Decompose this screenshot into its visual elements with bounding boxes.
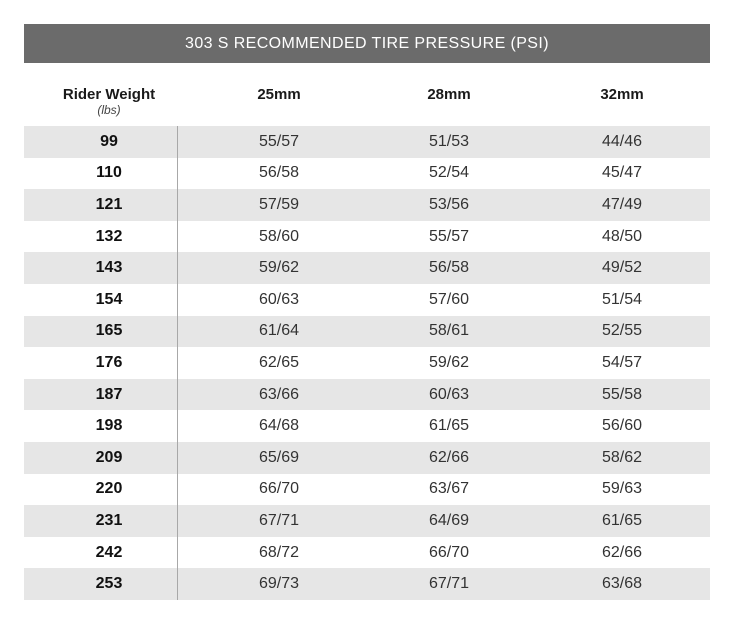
table-row <box>24 316 710 348</box>
cell-28mm: 53/56 <box>428 195 470 213</box>
cell-rider-weight: 99 <box>100 132 118 150</box>
cell-25mm: 60/63 <box>258 290 300 308</box>
cell-25mm: 62/65 <box>258 353 300 371</box>
cell-32mm: 47/49 <box>601 195 643 213</box>
header-weight-unit: (lbs) <box>97 103 121 117</box>
cell-rider-weight: 187 <box>95 385 123 403</box>
cell-25mm: 61/64 <box>258 322 300 340</box>
cell-32mm: 48/50 <box>601 227 643 245</box>
cell-28mm: 63/67 <box>428 480 470 498</box>
cell-rider-weight: 176 <box>95 353 123 371</box>
cell-rider-weight: 154 <box>95 290 123 308</box>
cell-28mm: 66/70 <box>428 543 470 561</box>
cell-rider-weight: 198 <box>95 417 123 435</box>
header-28mm: 28mm <box>427 86 471 103</box>
cell-32mm: 55/58 <box>601 385 643 403</box>
table-row <box>24 284 710 316</box>
cell-25mm: 67/71 <box>258 511 300 529</box>
cell-28mm: 57/60 <box>428 290 470 308</box>
header-rider-weight <box>24 86 194 116</box>
table-row <box>24 442 710 474</box>
cell-rider-weight: 209 <box>95 448 123 466</box>
cell-28mm: 64/69 <box>428 511 470 529</box>
table-row <box>24 221 710 253</box>
table-row <box>24 505 710 537</box>
table-row <box>24 410 710 442</box>
cell-rider-weight: 121 <box>95 195 123 213</box>
table-row <box>24 252 710 284</box>
cell-32mm: 58/62 <box>601 448 643 466</box>
cell-rider-weight: 132 <box>95 227 123 245</box>
cell-32mm: 63/68 <box>601 575 643 593</box>
cell-32mm: 49/52 <box>601 259 643 277</box>
cell-25mm: 56/58 <box>258 164 300 182</box>
table-row <box>24 379 710 411</box>
cell-28mm: 56/58 <box>428 259 470 277</box>
table-header <box>24 86 710 126</box>
cell-rider-weight: 220 <box>95 480 123 498</box>
cell-rider-weight: 143 <box>95 259 123 277</box>
cell-28mm: 60/63 <box>428 385 470 403</box>
cell-32mm: 52/55 <box>601 322 643 340</box>
header-32mm: 32mm <box>600 86 644 103</box>
table-row <box>24 474 710 506</box>
cell-28mm: 58/61 <box>428 322 470 340</box>
cell-32mm: 54/57 <box>601 353 643 371</box>
header-rider-weight-label: Rider Weight <box>62 86 156 103</box>
table-row <box>24 537 710 569</box>
cell-rider-weight: 253 <box>95 575 123 593</box>
cell-25mm: 65/69 <box>258 448 300 466</box>
cell-32mm: 45/47 <box>601 164 643 182</box>
cell-rider-weight: 165 <box>95 322 123 340</box>
cell-28mm: 59/62 <box>428 353 470 371</box>
cell-25mm: 59/62 <box>258 259 300 277</box>
table-row <box>24 158 710 190</box>
cell-32mm: 56/60 <box>601 417 643 435</box>
cell-25mm: 64/68 <box>258 417 300 435</box>
cell-28mm: 67/71 <box>428 575 470 593</box>
cell-32mm: 61/65 <box>601 511 643 529</box>
header-25mm: 25mm <box>257 86 301 103</box>
cell-32mm: 44/46 <box>601 132 643 150</box>
cell-28mm: 52/54 <box>428 164 470 182</box>
pressure-table-body <box>24 126 710 600</box>
cell-25mm: 63/66 <box>258 385 300 403</box>
cell-25mm: 57/59 <box>258 195 300 213</box>
cell-25mm: 55/57 <box>258 132 300 150</box>
table-row <box>24 189 710 221</box>
cell-rider-weight: 242 <box>95 543 123 561</box>
table-row <box>24 347 710 379</box>
cell-28mm: 55/57 <box>428 227 470 245</box>
cell-25mm: 66/70 <box>258 480 300 498</box>
cell-32mm: 51/54 <box>601 290 643 308</box>
cell-rider-weight: 231 <box>95 511 123 529</box>
cell-28mm: 62/66 <box>428 448 470 466</box>
cell-rider-weight: 110 <box>96 164 122 182</box>
cell-28mm: 51/53 <box>428 132 470 150</box>
table-title: 303 S RECOMMENDED TIRE PRESSURE (PSI) <box>24 24 710 63</box>
cell-28mm: 61/65 <box>428 417 470 435</box>
cell-25mm: 58/60 <box>258 227 300 245</box>
cell-32mm: 59/63 <box>601 480 643 498</box>
cell-25mm: 69/73 <box>258 575 300 593</box>
table-row <box>24 568 710 600</box>
column-divider <box>177 126 178 600</box>
cell-25mm: 68/72 <box>258 543 300 561</box>
cell-32mm: 62/66 <box>601 543 643 561</box>
table-row <box>24 126 710 158</box>
